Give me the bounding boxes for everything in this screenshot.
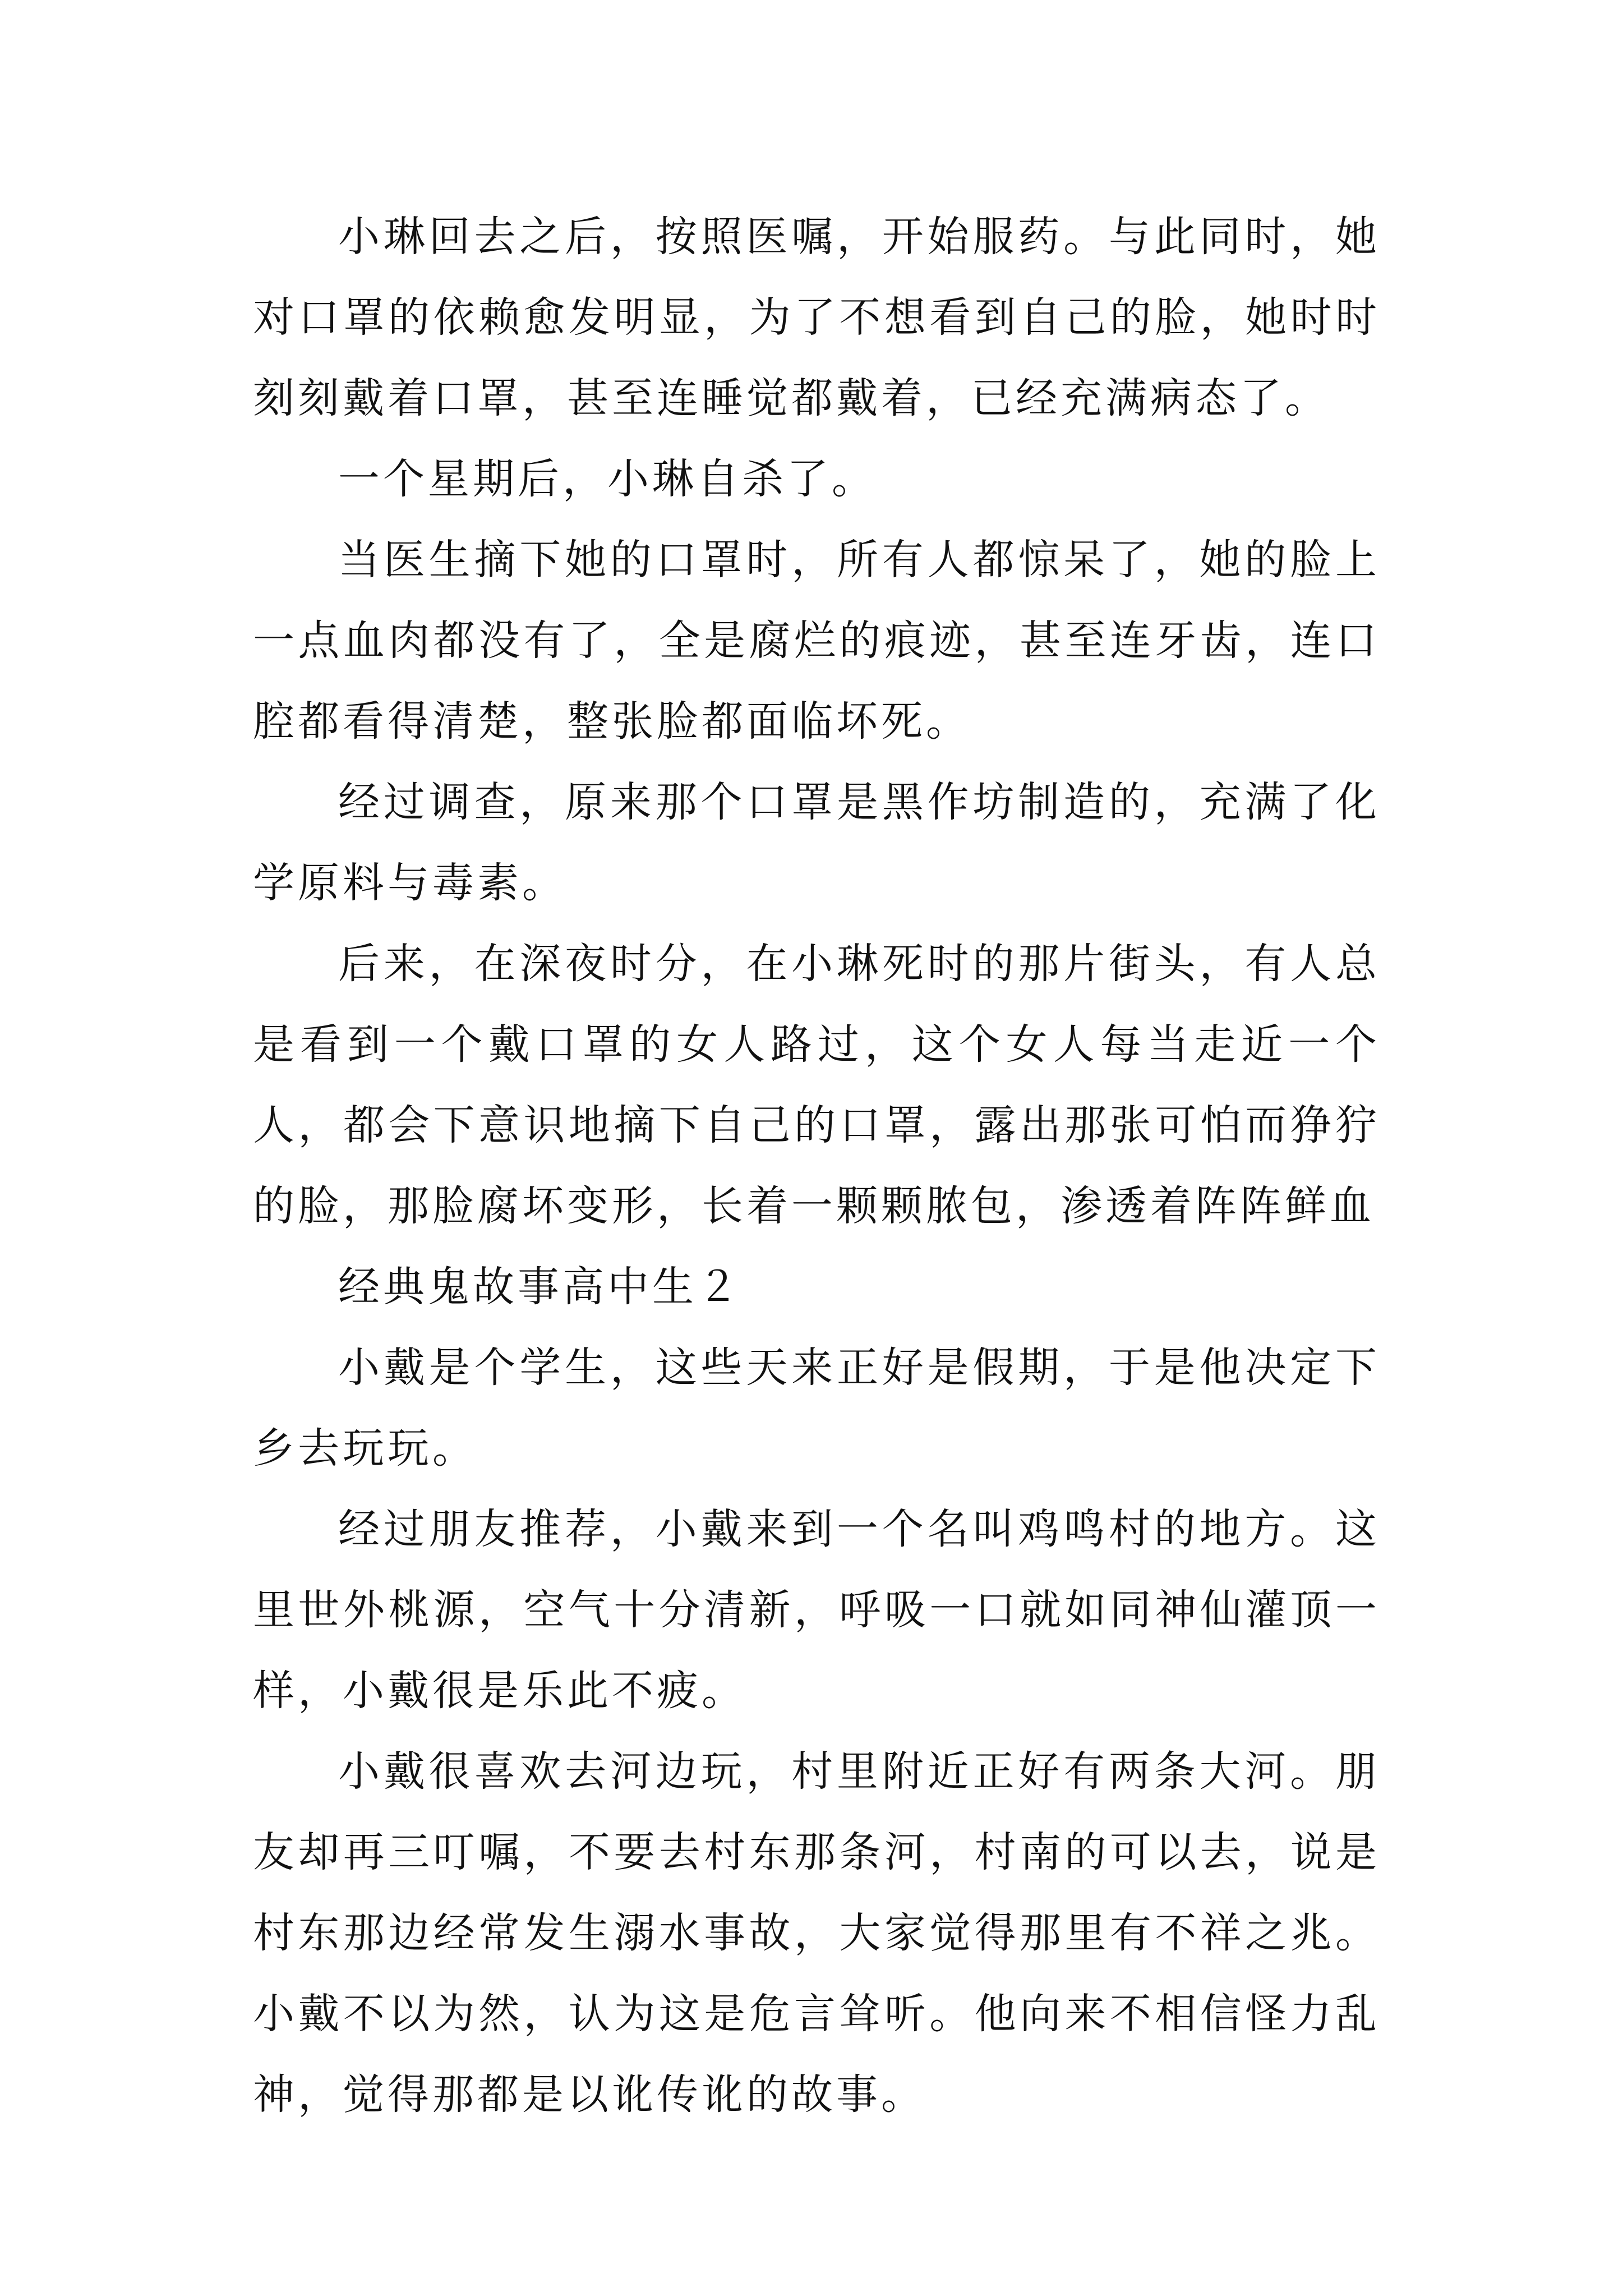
paragraph-1: 小琳回去之后，按照医嘱，开始服药。与此同时，她对口罩的依赖愈发明显，为了不想看到自己的脸，她时时刻刻戴着口罩，甚至连睡觉都戴着，已经充满病态了。 [253, 213, 1380, 422]
section-paragraph-2: 经过朋友推荐，小戴来到一个名叫鸡鸣村的地方。这里世外桃源，空气十分清新，呼吸一口就如同神仙灌顶一样，小戴很是乐此不疲。 [253, 1505, 1380, 1715]
document-body [253, 196, 1380, 2135]
section-paragraph-3: 小戴很喜欢去河边玩，村里附近正好有两条大河。朋友却再三叮嘱，不要去村东那条河，村南的可以去，说是村东那边经常发生溺水事故，大家觉得那里有不祥之兆。小戴不以为然，认为这是危言耸听。他向来不相信怪力乱神，觉得那都是以讹传讹的故事。 [253, 1747, 1380, 2119]
paragraph-2: 一个星期后，小琳自杀了。 [338, 455, 877, 503]
section-paragraph-1: 小戴是个学生，这些天来正好是假期，于是他决定下乡去玩玩。 [253, 1343, 1380, 1473]
paragraph-4: 经过调查，原来那个口罩是黑作坊制造的，充满了化学原料与毒素。 [253, 778, 1380, 907]
section-title: 经典鬼故事高中生２ [338, 1263, 742, 1311]
paragraph-3: 当医生摘下她的口罩时，所有人都惊呆了，她的脸上一点血肉都没有了，全是腐烂的痕迹，甚至连牙齿，连口腔都看得清楚，整张脸都面临坏死。 [253, 536, 1380, 746]
paragraph-5: 后来，在深夜时分，在小琳死时的那片街头，有人总是看到一个戴口罩的女人路过，这个女人每当走近一个人，都会下意识地摘下自己的口罩，露出那张可怕而狰狞的脸，那脸腐坏变形，长着一颗颗脓包，渗透着阵阵鲜血 [253, 940, 1380, 1230]
